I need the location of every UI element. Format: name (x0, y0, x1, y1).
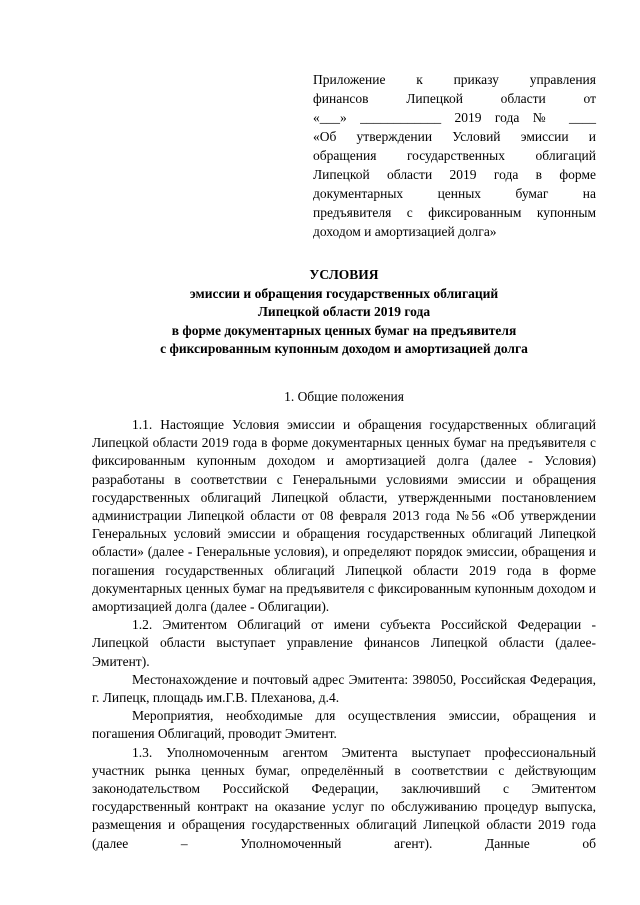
title-line: в форме документарных ценных бумаг на предъявителя (171, 322, 517, 338)
document-title (92, 266, 596, 359)
paragraph-measures: Мероприятия, необходимые для осуществления эмиссии, обращения и погашения Облигаций, проводит Эмитент. (92, 708, 596, 742)
annex-note (313, 70, 596, 241)
annex-line: Липецкой области 2019 года в форме (313, 167, 596, 182)
title-heading: УСЛОВИЯ (309, 267, 379, 282)
annex-line: финансов Липецкой области от (313, 91, 596, 106)
annex-line: обращения государственных облигаций (313, 148, 596, 163)
annex-line: «___» ____________ 2019 года № ____ (313, 110, 596, 125)
paragraph-1-3: 1.3. Уполномоченным агентом Эмитента выступает профессиональный участник рынка ценных бумаг, определённый в соответствии с действующим законодательством Российской Федерации, заключивший с Эмитентом государственный контракт на оказание услуг по обслуживанию процедур выпуска, размещения и обращения государственных облигаций Липецкой области 2019 года (далее – Уполномоченный агент). Данные об (92, 744, 596, 851)
annex-line: документарных ценных бумаг на (313, 186, 596, 201)
paragraph-1-2: 1.2. Эмитентом Облигаций от имени субъекта Российской Федерации - Липецкой области выступает управление финансов Липецкой области (далее- Эмитент). (92, 617, 596, 669)
annex-line: Приложение к приказу управления (313, 72, 596, 87)
title-line: эмиссии и обращения государственных облигаций (189, 285, 499, 301)
title-line: Липецкой области 2019 года (257, 304, 431, 320)
annex-line: предъявителя с фиксированным купонным (313, 205, 596, 220)
paragraph-address: Местонахождение и почтовый адрес Эмитента: 398050, Российская Федерация, г. Липецк, площадь им.Г.В. Плеханова, д.4. (92, 671, 596, 706)
paragraph-1-1: 1.1. Настоящие Условия эмиссии и обращения государственных облигаций Липецкой области 2019 года в форме документарных ценных бумаг на предъявителя с фиксированным купонным доходом и амортизацией долга (далее - Условия) разработаны в соответствии с Генеральными условиями эмиссии и обращения государственных облигаций Липецкой области, утвержденными постановлением администрации Липецкой области от 08 февраля 2013 года №56 «Об утверждении Генеральных условий эмиссии и обращения государственных облигаций Липецкой области» (далее - Генеральные условия), и определяют порядок эмиссии, обращения и погашения государственных облигаций Липецкой области 2019 года в форме документарных ценных бумаг на предъявителя с фиксированным купонным доходом и амортизацией долга (далее - Облигации). (92, 417, 596, 615)
section-heading: 1. Общие положения (284, 389, 404, 404)
document-body (92, 416, 596, 853)
title-line: с фиксированным купонным доходом и амортизацией долга (160, 341, 528, 357)
annex-line: доходом и амортизацией долга» (313, 224, 497, 239)
annex-line: «Об утверждении Условий эмиссии и (313, 129, 596, 144)
